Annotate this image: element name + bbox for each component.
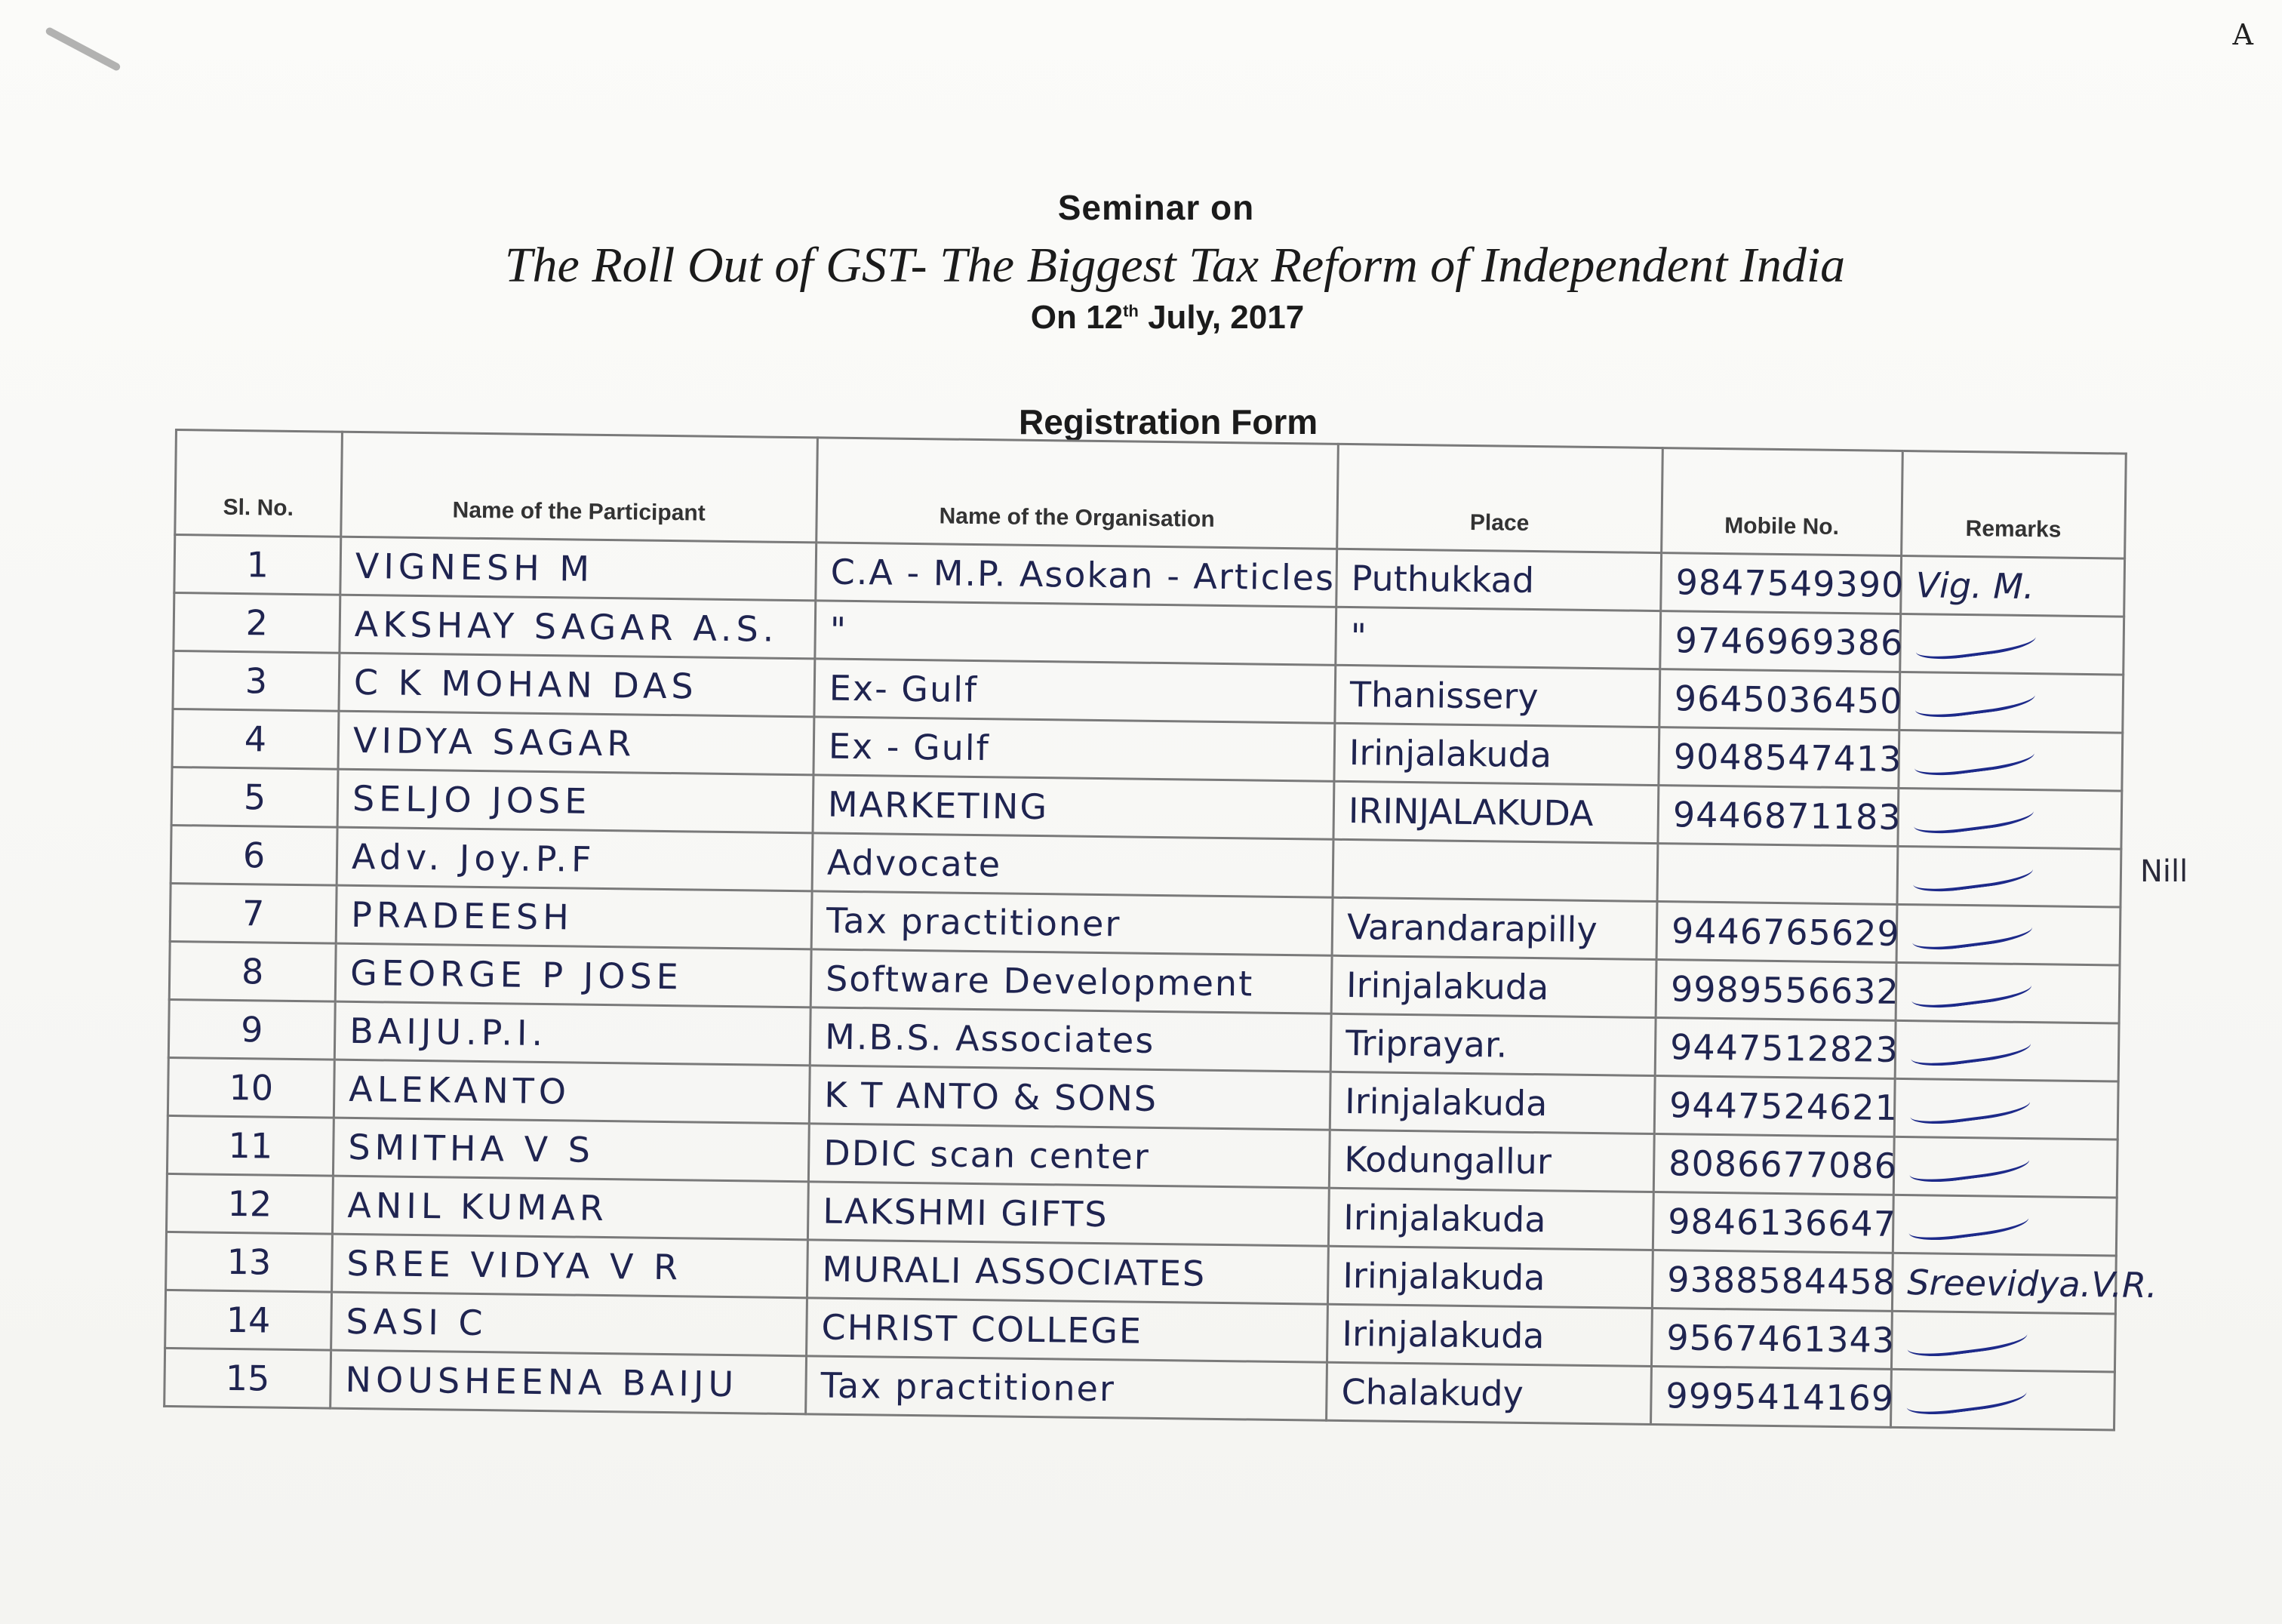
cell-mobile: 9048547413: [1659, 727, 1899, 789]
cell-remarks: [1899, 672, 2124, 733]
seminar-title: The Roll Out of GST- The Biggest Tax Reform of Independent India: [504, 238, 1846, 293]
cell-organisation: ": [815, 601, 1336, 665]
side-note: Nill: [2140, 854, 2188, 889]
signature-mark: [1913, 678, 2037, 721]
signature-mark: [1907, 1201, 2031, 1244]
cell-organisation: MURALI ASSOCIATES: [807, 1240, 1328, 1304]
cell-participant: SELJO JOSE: [337, 769, 813, 833]
cell-organisation: Software Development: [810, 949, 1332, 1013]
cell-remarks: [1891, 1311, 2115, 1372]
cell-sl-no: 4: [172, 709, 339, 769]
cell-sl-no: 2: [174, 593, 340, 654]
cell-remarks: [1893, 1195, 2117, 1256]
cell-mobile: 9847549390: [1661, 553, 1902, 614]
cell-organisation: Tax practitioner: [811, 891, 1333, 955]
cell-place: IRINJALAKUDA: [1333, 781, 1659, 843]
cell-participant: PRADEESH: [336, 885, 812, 949]
cell-mobile: 9447524621: [1654, 1076, 1895, 1137]
cell-remarks: Sreevidya.V.R.: [1892, 1253, 2116, 1314]
cell-participant: SASI C: [331, 1292, 807, 1356]
date-prefix: On 12: [1030, 299, 1124, 336]
corner-mark: A: [2232, 18, 2253, 51]
cell-sl-no: 8: [169, 941, 336, 1001]
signature-mark: [1907, 1143, 2031, 1186]
signature-mark: [1908, 1084, 2031, 1128]
cell-sl-no: 9: [168, 999, 335, 1060]
cell-participant: SREE VIDYA V R: [332, 1234, 808, 1298]
cell-place: Triprayar.: [1330, 1013, 1656, 1075]
cell-sl-no: 1: [174, 535, 341, 595]
cell-participant: Adv. Joy.P.F: [337, 827, 813, 891]
cell-mobile: 9446871183: [1658, 786, 1899, 847]
cell-participant: NOUSHEENA BAIJU: [331, 1350, 807, 1414]
cell-place: Thanissery: [1335, 665, 1660, 727]
cell-participant: VIDYA SAGAR: [338, 711, 814, 775]
cell-organisation: DDIC scan center: [808, 1124, 1330, 1188]
signature-mark: [1909, 968, 2033, 1012]
signature-mark: [1911, 794, 2035, 838]
cell-place: Irinjalakuda: [1328, 1188, 1653, 1250]
cell-mobile: 9567461343: [1651, 1309, 1892, 1370]
cell-participant: ALEKANTO: [334, 1060, 810, 1124]
cell-mobile: 8086677086: [1653, 1134, 1894, 1195]
cell-place: ": [1336, 607, 1661, 669]
cell-sl-no: 7: [170, 883, 337, 943]
cell-mobile: [1657, 844, 1898, 905]
cell-mobile: 9447512823: [1655, 1018, 1896, 1079]
cell-sl-no: 12: [166, 1173, 333, 1234]
cell-remarks: [1893, 1136, 2117, 1198]
cell-participant: AKSHAY SAGAR A.S.: [340, 595, 816, 659]
col-header-remarks: Remarks: [1902, 451, 2127, 558]
cell-place: Irinjalakuda: [1327, 1246, 1653, 1308]
seminar-date: [53, 299, 2282, 337]
cell-remarks: [1891, 1369, 2115, 1430]
cell-remarks: [1897, 846, 2121, 907]
cell-participant: VIGNESH M: [340, 537, 817, 601]
cell-organisation: LAKSHMI GIFTS: [807, 1182, 1329, 1246]
cell-place: Irinjalakuda: [1334, 723, 1659, 785]
cell-sl-no: 11: [167, 1115, 334, 1176]
pen-smudge: [45, 26, 121, 72]
cell-place: Puthukkad: [1336, 549, 1662, 611]
table-body: [165, 535, 2158, 1430]
date-superscript: th: [1123, 301, 1139, 321]
signature-mark: [1910, 910, 2034, 954]
cell-remarks: [1898, 788, 2122, 849]
cell-remarks: [1895, 1020, 2119, 1081]
cell-organisation: Tax practitioner: [806, 1356, 1327, 1420]
cell-participant: GEORGE P JOSE: [335, 943, 811, 1007]
cell-sl-no: 14: [165, 1290, 332, 1350]
cell-sl-no: 13: [166, 1232, 333, 1292]
signature-mark: [1912, 736, 2036, 780]
signature-mark: [1914, 620, 2038, 663]
cell-mobile: 9446765629: [1656, 902, 1897, 963]
registration-sheet: [163, 429, 2158, 1430]
col-header-participant: Name of the Participant: [341, 432, 818, 543]
form-title: Registration Form: [1019, 402, 1318, 441]
seminar-label: Seminar on: [1057, 188, 1255, 227]
cell-place: Kodungallur: [1329, 1130, 1654, 1192]
cell-mobile: 9846136647: [1653, 1192, 1893, 1253]
cell-mobile: 9388584458: [1652, 1250, 1893, 1312]
cell-place: [1333, 839, 1658, 901]
cell-place: Irinjalakuda: [1330, 1072, 1655, 1133]
cell-participant: C K MOHAN DAS: [339, 653, 815, 717]
col-header-place: Place: [1337, 444, 1663, 552]
cell-mobile: 9995414169: [1651, 1366, 1892, 1427]
registration-table: [163, 429, 2158, 1432]
cell-organisation: M.B.S. Associates: [810, 1007, 1331, 1072]
cell-remarks: Vig. M.: [1901, 555, 2125, 617]
cell-participant: BAIJU.P.I.: [334, 1001, 810, 1066]
cell-mobile: 9645036450: [1659, 669, 1900, 730]
col-header-organisation: Name of the Organisation: [817, 438, 1339, 549]
cell-organisation: K T ANTO & SONS: [809, 1066, 1330, 1130]
cell-place: Varandarapilly: [1332, 897, 1657, 959]
col-header-mobile: Mobile No.: [1662, 448, 1903, 556]
cell-sl-no: 15: [165, 1348, 331, 1408]
cell-remarks: [1900, 614, 2124, 675]
cell-participant: ANIL KUMAR: [332, 1176, 808, 1240]
cell-place: Irinjalakuda: [1331, 955, 1656, 1017]
signature-mark: [1905, 1317, 2029, 1361]
date-suffix: July, 2017: [1148, 299, 1305, 336]
cell-sl-no: 5: [171, 767, 338, 827]
cell-sl-no: 6: [171, 825, 337, 885]
cell-organisation: Advocate: [812, 833, 1333, 897]
signature-mark: [1911, 852, 2034, 896]
cell-organisation: CHRIST COLLEGE: [807, 1298, 1328, 1362]
signature-mark: [1905, 1375, 2028, 1419]
cell-organisation: MARKETING: [813, 775, 1334, 839]
signature-mark: [1908, 1026, 2032, 1070]
cell-place: Irinjalakuda: [1327, 1304, 1652, 1366]
col-header-sl-no: Sl. No.: [175, 430, 343, 537]
cell-sl-no: 3: [173, 651, 340, 711]
cell-mobile: 9989556632: [1656, 960, 1896, 1021]
cell-remarks: [1896, 904, 2121, 965]
cell-remarks: [1896, 962, 2120, 1023]
cell-participant: SMITHA V S: [333, 1118, 809, 1182]
cell-organisation: Ex- Gulf: [814, 659, 1336, 723]
page-header: [0, 187, 2282, 337]
cell-organisation: Ex - Gulf: [813, 717, 1335, 781]
cell-organisation: C.A - M.P. Asokan - Articles: [816, 543, 1337, 607]
cell-place: Chalakudy: [1327, 1362, 1652, 1424]
cell-sl-no: 10: [168, 1057, 334, 1118]
cell-remarks: [1894, 1078, 2118, 1140]
cell-mobile: 9746969386: [1660, 611, 1901, 672]
cell-remarks: [1899, 730, 2123, 791]
